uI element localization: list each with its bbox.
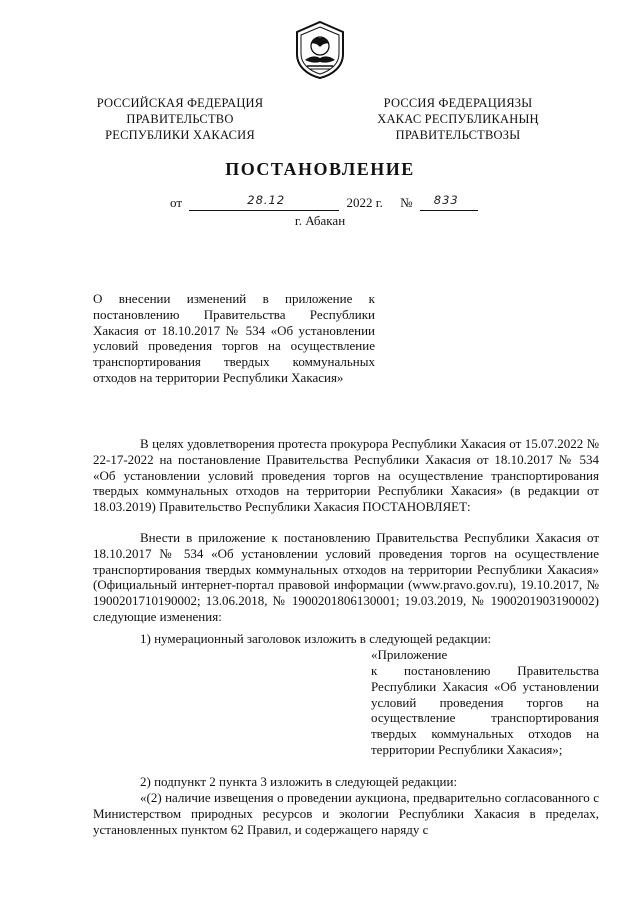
city-label: г. Абакан: [294, 213, 346, 228]
paragraph-amendments: Внести в приложение к постановлению Правительства Республики Хакасия от 18.10.2017 № 534 «Об установлении условий проведения торгов на осуществление транспортирования твердых коммунальных отходов на территории Республики Хакасия» (Официальный интернет-портал правовой информации (www.pravo.gov.ru), 19.10.2017, № 1900201710190002; 13.06.2018, № 1900201806130001; 19.03.2019, № 1900201903190002) следующие изменения:: [93, 530, 599, 624]
appendix-body: к постановлению Правительства Республики Хакасия «Об установлении условий проведения торгов на осуществление транспортирования твердых коммунальных отходов на территории Республики Хакасия»;: [371, 663, 599, 757]
document-title: ПОСТАНОВЛЕНИЕ: [225, 159, 415, 179]
paragraph-preamble: В целях удовлетворения протеста прокурора Республики Хакасия от 15.07.2022 № 22-17-2022 на постановление Правительства Республики Хакасия от 18.10.2017 № 534 «Об установлении условий проведения торгов на осуществление транспортирования твердых коммунальных отходов на территории Республики Хакасия» (в редакции от 18.03.2019) Правительство Республики Хакасия ПОСТАНОВЛЯЕТ:: [93, 436, 599, 515]
header-right-line-2: ХАКАС РЕСПУБЛИКАНЫҢ: [377, 112, 539, 126]
date-blank: [189, 193, 339, 211]
appendix-title: «Приложение: [371, 647, 448, 662]
number-label: №: [400, 195, 413, 210]
header-left-line-3: РЕСПУБЛИКИ ХАКАСИЯ: [105, 128, 255, 142]
handwritten-number: 833: [433, 193, 459, 207]
header-right-line-3: ПРАВИТЕЛЬСТВОЗЫ: [395, 128, 521, 142]
header-left: [80, 95, 280, 143]
subject-block: О внесении изменений в приложение к постановлению Правительства Республики Хакасия от 18.10.2017 № 534 «Об установлении условий проведения торгов на осуществление транспортирования твердых коммунальных отходов на территории Республики Хакасия»: [93, 291, 375, 385]
item-2: 2) подпункт 2 пункта 3 изложить в следующей редакции:: [140, 774, 458, 789]
header-left-line-1: РОССИЙСКАЯ ФЕДЕРАЦИЯ: [96, 96, 264, 110]
year-label: 2022 г.: [346, 195, 383, 210]
date-number-line: [170, 195, 478, 211]
handwritten-date: 28.12: [247, 193, 286, 207]
coat-of-arms-emblem-icon: [293, 20, 347, 80]
header-right-line-1: РОССИЯ ФЕДЕРАЦИЯЗЫ: [383, 96, 533, 110]
header-left-line-2: ПРАВИТЕЛЬСТВО: [126, 112, 234, 126]
item-2-text: «(2) наличие извещения о проведении аукциона, предварительно согласованного с Министерством природных ресурсов и экологии Республики Хакасия в пределах, установленных пунктом 62 Правил, и содержащего наряду с: [93, 790, 599, 837]
number-blank: [420, 193, 478, 211]
item-1: 1) нумерационный заголовок изложить в следующей редакции:: [140, 631, 492, 646]
date-prefix: от: [170, 195, 183, 210]
header-right: [358, 95, 558, 143]
